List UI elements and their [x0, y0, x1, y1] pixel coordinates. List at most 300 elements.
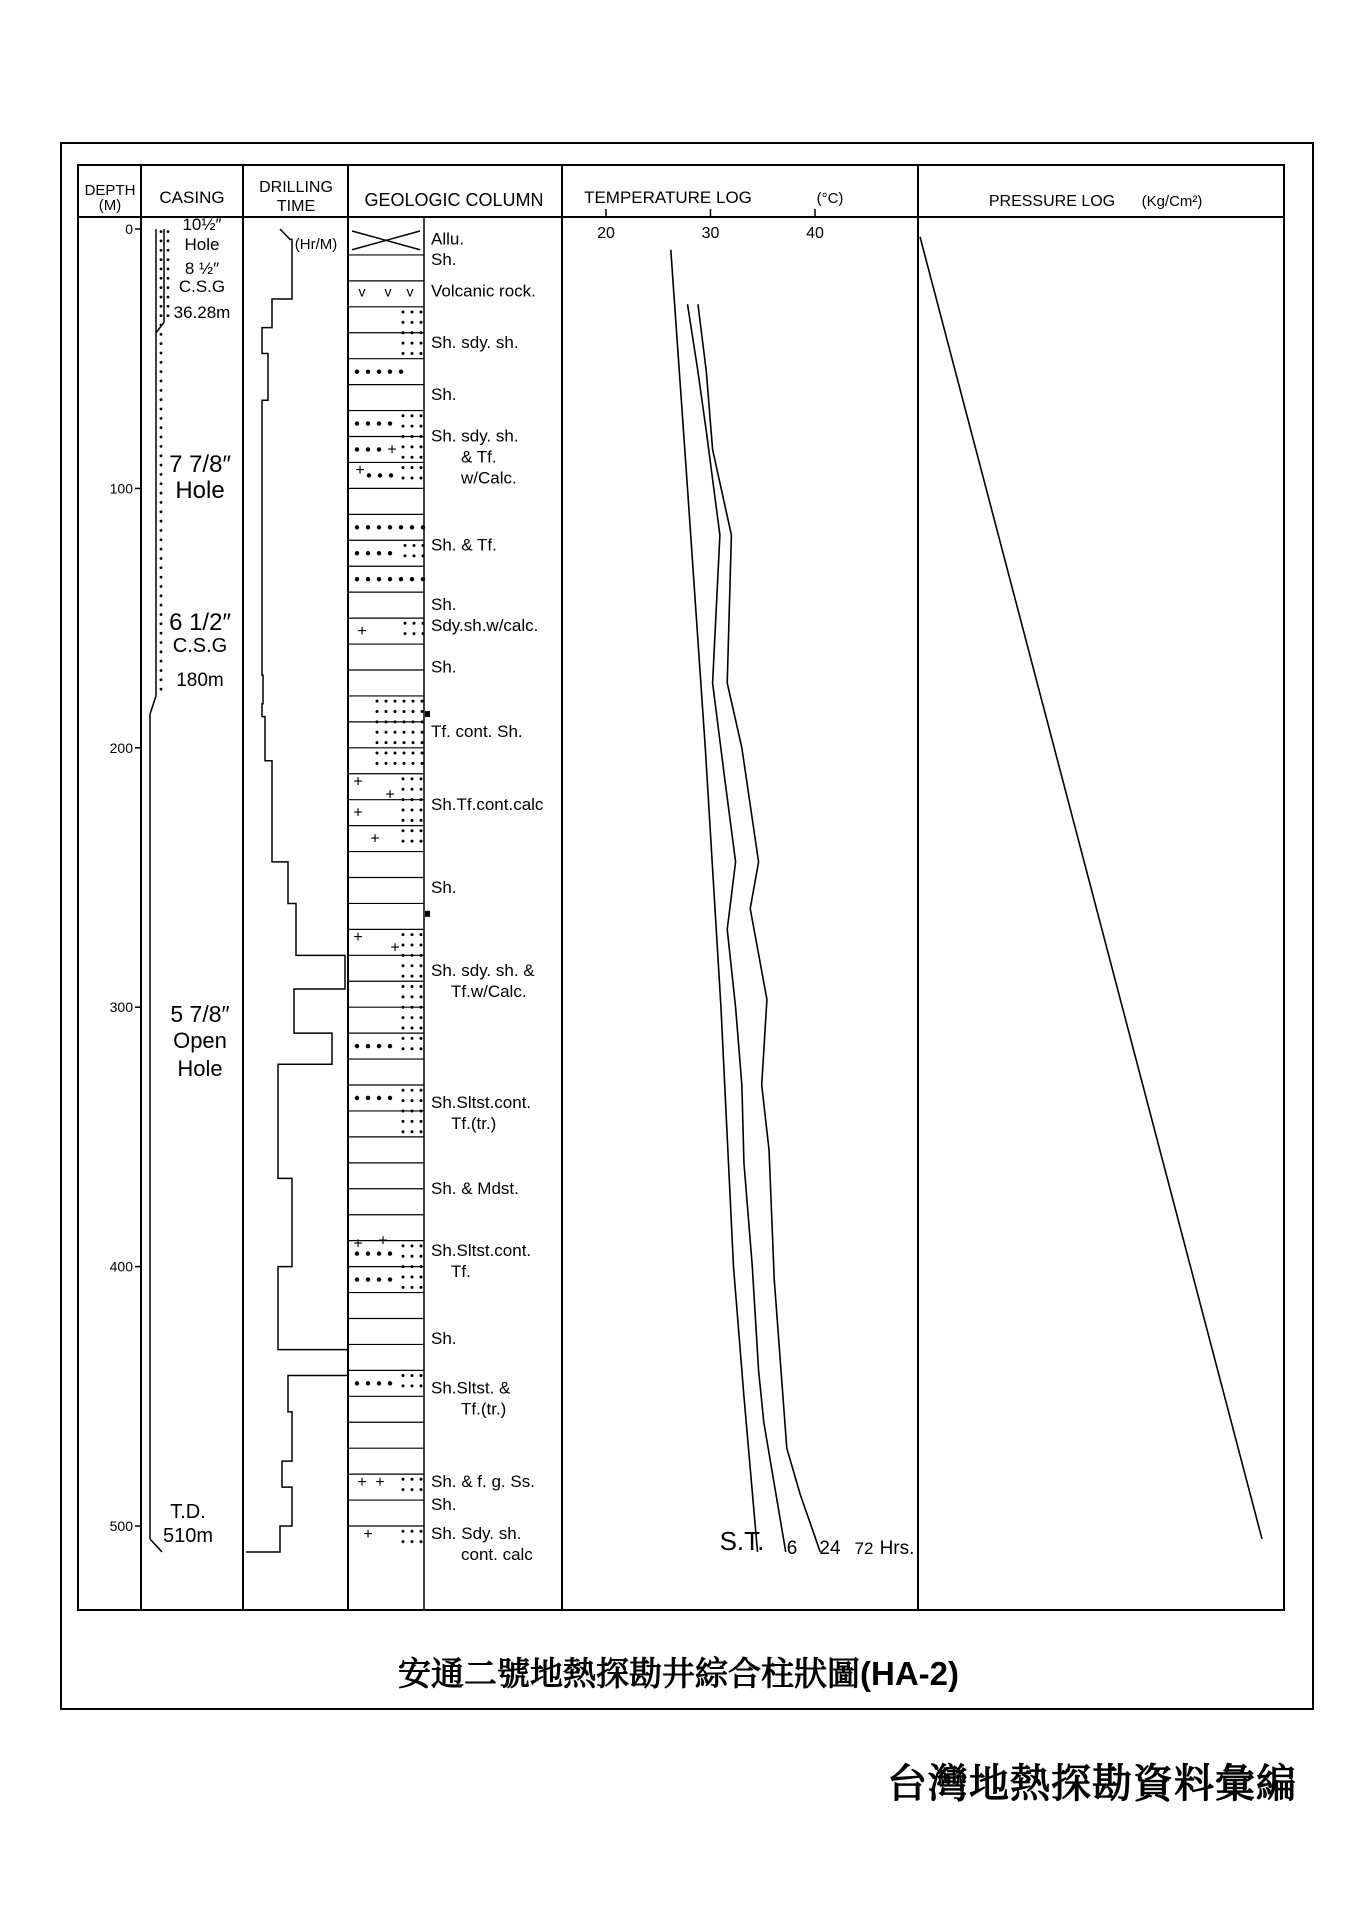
- sandy-shale-dots: [420, 1089, 423, 1092]
- sandy-shale-dots: [411, 445, 414, 448]
- sandy-shale-dots: [420, 456, 423, 459]
- tuff-dots: [420, 809, 423, 812]
- sandy-shale-dots: [402, 1037, 405, 1040]
- sandstone-dot: [366, 1096, 370, 1100]
- sandy-shale-dots: [422, 544, 425, 547]
- tuff-dots: [412, 751, 415, 754]
- sandy-shale-dots: [411, 321, 414, 324]
- sandy-shale-dots: [411, 975, 414, 978]
- sandy-shale-dots: [402, 954, 405, 957]
- cement-dot: [160, 258, 163, 261]
- casing-label: C.S.G: [178, 277, 226, 296]
- sandy-shale-dots: [411, 1275, 414, 1278]
- cement-dot: [167, 305, 170, 308]
- tuff-dots: [421, 751, 424, 754]
- lithology-label: Sh.: [431, 877, 457, 897]
- sandy-shale-dots: [411, 1120, 414, 1123]
- lithology-label: Sh. & f. g. Ss.: [431, 1471, 535, 1491]
- sandy-shale-dots: [411, 1374, 414, 1377]
- tuff-dots: [394, 741, 397, 744]
- sandstone-dot: [366, 1251, 370, 1255]
- sandy-shale-dots: [404, 622, 407, 625]
- volcanic-symbol: v: [358, 283, 366, 300]
- sandstone-dot: [366, 551, 370, 555]
- casing-label: 10½″: [182, 215, 222, 234]
- sandy-shale-dots: [420, 1099, 423, 1102]
- tuff-dots: [421, 731, 424, 734]
- cement-dot: [160, 650, 163, 653]
- sandstone-dot: [388, 1277, 392, 1281]
- cement-dot: [160, 454, 163, 457]
- sandstone-dot: [366, 1044, 370, 1048]
- lithology-label: Sh. sdy. sh.: [431, 426, 519, 446]
- sandy-shale-dots: [402, 1374, 405, 1377]
- sandy-shale-dots: [402, 414, 405, 417]
- curve-label-72h: 72: [854, 1539, 874, 1558]
- sandy-shale-dots: [402, 933, 405, 936]
- sandy-shale-dots: [420, 435, 423, 438]
- temperature-curve-6: [671, 250, 758, 1552]
- tuff-dots: [421, 720, 424, 723]
- sandy-shale-dots: [420, 1286, 423, 1289]
- sandy-shale-dots: [411, 1026, 414, 1029]
- sandy-shale-dots: [420, 1244, 423, 1247]
- tuff-dots: [403, 710, 406, 713]
- cement-dot: [160, 510, 163, 513]
- sandy-shale-dots: [411, 1099, 414, 1102]
- hole-bottom: [150, 1539, 162, 1552]
- cement-dot: [160, 314, 163, 317]
- sandstone-dot: [355, 1096, 359, 1100]
- lithology-label: Tf.: [451, 1262, 471, 1282]
- cement-dot: [160, 492, 163, 495]
- casing-label: Open: [173, 1028, 227, 1053]
- sandy-shale-dots: [420, 964, 423, 967]
- sandy-shale-dots: [420, 1478, 423, 1481]
- lithology-label: cont. calc: [461, 1544, 533, 1564]
- temperature-log-header: TEMPERATURE LOG: [584, 188, 752, 207]
- tuff-dots: [376, 762, 379, 765]
- cement-dot: [160, 520, 163, 523]
- cement-dot: [160, 380, 163, 383]
- temperature-curve-24: [688, 304, 786, 1552]
- curve-label-24h: 24: [819, 1538, 841, 1559]
- sandy-shale-dots: [420, 1530, 423, 1533]
- tuff-dots: [385, 720, 388, 723]
- tuff-dots: [412, 720, 415, 723]
- sandy-shale-dots: [420, 995, 423, 998]
- sandy-shale-dots: [420, 1265, 423, 1268]
- casing-label: Hole: [177, 1056, 223, 1081]
- sandy-shale-dots: [420, 414, 423, 417]
- sandstone-dot: [377, 1251, 381, 1255]
- sandy-shale-dots: [411, 1255, 414, 1258]
- sandstone-dot: [377, 551, 381, 555]
- sandy-shale-dots: [420, 1120, 423, 1123]
- cement-dot: [160, 482, 163, 485]
- sandy-shale-dots: [402, 331, 405, 334]
- sandstone-dot: [366, 1381, 370, 1385]
- sandstone-dot: [355, 421, 359, 425]
- cement-dot: [160, 445, 163, 448]
- sandstone-dot: [355, 1381, 359, 1385]
- cement-dot: [160, 660, 163, 663]
- pressure-log-header: PRESSURE LOG: [988, 193, 1116, 210]
- tuff-dots: [411, 788, 414, 791]
- tuff-dots: [376, 700, 379, 703]
- sandstone-dot: [377, 1044, 381, 1048]
- sandy-shale-dots: [402, 1006, 405, 1009]
- cement-dot: [160, 342, 163, 345]
- sandy-shale-dots: [411, 1478, 414, 1481]
- tuff-dots: [402, 840, 405, 843]
- sandy-shale-dots: [402, 1540, 405, 1543]
- sandy-shale-dots: [411, 933, 414, 936]
- sandy-shale-dots: [420, 1255, 423, 1258]
- sandstone-dot: [355, 1277, 359, 1281]
- tuff-symbol: +: [357, 1473, 367, 1491]
- figure-caption: 安通二號地熱探勘井綜合柱狀圖(HA-2): [398, 1655, 959, 1692]
- sandstone-dot: [366, 369, 370, 373]
- sandstone-dot: [377, 369, 381, 373]
- tuff-dots: [394, 731, 397, 734]
- sandy-shale-dots: [411, 1130, 414, 1133]
- sandy-shale-dots: [411, 1047, 414, 1050]
- cement-dot: [160, 604, 163, 607]
- sandstone-dot: [389, 473, 393, 477]
- casing-label: 6 1/2″: [169, 609, 231, 636]
- sample-marker: [425, 911, 430, 917]
- cement-dot: [167, 268, 170, 271]
- cement-dot: [160, 641, 163, 644]
- tuff-dots: [403, 731, 406, 734]
- depth-unit-header: (M): [98, 197, 122, 214]
- lithology-label: & Tf.: [461, 447, 497, 467]
- lithology-label: w/Calc.: [461, 468, 517, 488]
- depth-tick-label: 0: [125, 221, 133, 237]
- cement-dot: [160, 585, 163, 588]
- sandstone-dot: [388, 525, 392, 529]
- tuff-dots: [412, 731, 415, 734]
- sandstone-dot: [421, 577, 425, 581]
- lithology-label: Sh.Sltst.cont.: [431, 1093, 532, 1113]
- sandstone-dot: [388, 577, 392, 581]
- sandy-shale-dots: [404, 632, 407, 635]
- lithology-label: Sh.: [431, 595, 457, 615]
- lithology-label: Tf. cont. Sh.: [431, 722, 523, 742]
- sandy-shale-dots: [413, 554, 416, 557]
- cement-dot: [167, 249, 170, 252]
- tuff-dots: [421, 741, 424, 744]
- cement-dot: [160, 688, 163, 691]
- tuff-dots: [376, 720, 379, 723]
- sandy-shale-dots: [420, 1488, 423, 1491]
- sandy-shale-dots: [411, 311, 414, 314]
- sandy-shale-dots: [411, 425, 414, 428]
- casing-label: 8 ½″: [184, 259, 220, 278]
- cement-dot: [160, 464, 163, 467]
- cement-dot: [160, 678, 163, 681]
- sandstone-dot: [377, 1277, 381, 1281]
- cement-dot: [167, 240, 170, 243]
- sandy-shale-dots: [402, 985, 405, 988]
- temperature-tick-label: 40: [806, 225, 824, 242]
- cement-dot: [160, 305, 163, 308]
- cement-dot: [160, 576, 163, 579]
- lithology-label: Sh. & Tf.: [431, 535, 497, 555]
- surface-casing-shoe: [156, 322, 164, 332]
- lithology-label: Sh. sdy. sh.: [431, 333, 519, 353]
- sandy-shale-dots: [420, 352, 423, 355]
- sandstone-dot: [377, 1381, 381, 1385]
- cement-dot: [160, 557, 163, 560]
- cement-dot: [160, 352, 163, 355]
- sandy-shale-dots: [422, 554, 425, 557]
- sandstone-dot: [399, 525, 403, 529]
- tuff-dots: [421, 762, 424, 765]
- sandstone-dot: [388, 551, 392, 555]
- sandstone-dot: [388, 369, 392, 373]
- lithology-label: Tf.(tr.): [451, 1114, 497, 1134]
- sandy-shale-dots: [411, 331, 414, 334]
- lithology-label: Sh.: [431, 250, 457, 270]
- casing-label: 7 7/8″: [169, 451, 231, 478]
- sandy-shale-dots: [402, 1047, 405, 1050]
- tuff-symbol: +: [353, 1235, 363, 1253]
- geologic-column-symbols: [348, 231, 430, 1543]
- sandstone-dot: [377, 577, 381, 581]
- tuff-dots: [394, 700, 397, 703]
- tuff-dots: [402, 788, 405, 791]
- sandstone-dot: [355, 447, 359, 451]
- tuff-dots: [376, 731, 379, 734]
- cement-dot: [160, 632, 163, 635]
- tuff-dots: [420, 788, 423, 791]
- sandy-shale-dots: [420, 445, 423, 448]
- cement-dot: [160, 398, 163, 401]
- sandstone-dot: [388, 421, 392, 425]
- cement-dot: [160, 622, 163, 625]
- sandy-shale-dots: [420, 1540, 423, 1543]
- sandy-shale-dots: [402, 1026, 405, 1029]
- tuff-symbol: +: [370, 830, 380, 848]
- sandy-shale-dots: [411, 1540, 414, 1543]
- sandy-shale-dots: [411, 466, 414, 469]
- sandstone-dot: [366, 1277, 370, 1281]
- tuff-symbol: +: [378, 1232, 388, 1250]
- sandstone-dot: [388, 1251, 392, 1255]
- sandstone-dot: [421, 525, 425, 529]
- tuff-dots: [411, 777, 414, 780]
- sandy-shale-dots: [420, 1275, 423, 1278]
- tuff-symbol: +: [355, 462, 365, 480]
- sandstone-dot: [366, 421, 370, 425]
- sandy-shale-dots: [420, 1130, 423, 1133]
- tuff-symbol: +: [363, 1525, 373, 1543]
- tuff-dots: [402, 809, 405, 812]
- cement-dot: [160, 370, 163, 373]
- sandy-shale-dots: [411, 1286, 414, 1289]
- sandy-shale-dots: [402, 995, 405, 998]
- sandy-shale-dots: [413, 622, 416, 625]
- sandy-shale-dots: [402, 477, 405, 480]
- sandstone-dot: [355, 551, 359, 555]
- sample-marker: [425, 711, 430, 717]
- tuff-symbol: +: [353, 929, 363, 947]
- cement-dot: [160, 594, 163, 597]
- pressure-unit: (Kg/Cm²): [1141, 193, 1203, 210]
- cement-dot: [160, 389, 163, 392]
- sandy-shale-dots: [420, 1109, 423, 1112]
- cement-dot: [160, 240, 163, 243]
- log-table-border: [78, 165, 1284, 1610]
- lithology-label: Sh.: [431, 657, 457, 677]
- tuff-dots: [394, 762, 397, 765]
- tuff-dots: [402, 798, 405, 801]
- sandstone-dot: [377, 1096, 381, 1100]
- sandy-shale-dots: [420, 943, 423, 946]
- sandy-shale-dots: [420, 933, 423, 936]
- cement-dot: [160, 230, 163, 233]
- tuff-dots: [376, 751, 379, 754]
- tuff-dots: [376, 741, 379, 744]
- temperature-unit: (°C): [816, 190, 844, 207]
- cement-dot: [160, 426, 163, 429]
- sandy-shale-dots: [420, 466, 423, 469]
- sandy-shale-dots: [411, 1530, 414, 1533]
- tuff-dots: [412, 762, 415, 765]
- tuff-dots: [420, 798, 423, 801]
- sandy-shale-dots: [420, 425, 423, 428]
- lithology-label: Volcanic rock.: [431, 281, 536, 301]
- drilling-time-header: DRILLING: [259, 179, 333, 196]
- tuff-dots: [402, 819, 405, 822]
- tuff-dots: [385, 700, 388, 703]
- tuff-dots: [411, 798, 414, 801]
- lithology-label: Tf.w/Calc.: [451, 981, 527, 1001]
- sandstone-dot: [410, 577, 414, 581]
- lithology-label: Tf.(tr.): [461, 1399, 507, 1419]
- tuff-dots: [412, 710, 415, 713]
- depth-tick-label: 500: [109, 1518, 133, 1534]
- cement-dot: [160, 566, 163, 569]
- depth-tick-label: 300: [109, 999, 133, 1016]
- cement-dot: [160, 286, 163, 289]
- sandy-shale-dots: [402, 1089, 405, 1092]
- sandy-shale-dots: [411, 435, 414, 438]
- casing-label: Hole: [184, 235, 220, 254]
- sandy-shale-dots: [411, 1265, 414, 1268]
- sandy-shale-dots: [402, 1488, 405, 1491]
- tuff-dots: [385, 731, 388, 734]
- cement-dot: [160, 417, 163, 420]
- sandy-shale-dots: [411, 1109, 414, 1112]
- casing-wall-step: [150, 696, 156, 714]
- cement-dot: [160, 548, 163, 551]
- sandstone-dot: [377, 447, 381, 451]
- sandy-shale-dots: [402, 943, 405, 946]
- sandstone-dot: [355, 525, 359, 529]
- cement-dot: [160, 538, 163, 541]
- tuff-dots: [412, 741, 415, 744]
- cement-dot: [160, 296, 163, 299]
- tuff-dots: [385, 762, 388, 765]
- cement-dot: [160, 249, 163, 252]
- tuff-dots: [385, 741, 388, 744]
- volcanic-symbol: v: [406, 283, 414, 300]
- sandy-shale-dots: [402, 1016, 405, 1019]
- tuff-dots: [411, 819, 414, 822]
- tuff-dots: [403, 720, 406, 723]
- sandy-shale-dots: [420, 321, 423, 324]
- lithology-label: Sh.: [431, 385, 457, 405]
- sandy-shale-dots: [411, 954, 414, 957]
- sandstone-dot: [367, 473, 371, 477]
- sandy-shale-dots: [411, 477, 414, 480]
- sandstone-dot: [355, 577, 359, 581]
- lithology-label: Sh.Tf.cont.calc: [431, 794, 544, 814]
- lithology-label: Sdy.sh.w/calc.: [431, 615, 539, 635]
- sandy-shale-dots: [420, 975, 423, 978]
- cement-dot: [167, 314, 170, 317]
- sandy-shale-dots: [402, 1286, 405, 1289]
- sandy-shale-dots: [413, 632, 416, 635]
- sandy-shale-dots: [411, 1016, 414, 1019]
- sandy-shale-dots: [402, 1130, 405, 1133]
- tuff-dots: [411, 809, 414, 812]
- tuff-symbol: +: [353, 773, 363, 791]
- tuff-dots: [421, 710, 424, 713]
- tuff-dots: [420, 819, 423, 822]
- casing-label: C.S.G: [172, 635, 228, 657]
- sandy-shale-dots: [402, 1099, 405, 1102]
- sandy-shale-dots: [402, 445, 405, 448]
- sandy-shale-dots: [420, 1047, 423, 1050]
- cement-dot: [160, 324, 163, 327]
- casing-header: CASING: [159, 188, 225, 207]
- tuff-symbol: +: [353, 804, 363, 822]
- tuff-dots: [402, 777, 405, 780]
- sandy-shale-dots: [411, 1006, 414, 1009]
- sandstone-dot: [388, 1381, 392, 1385]
- sandy-shale-dots: [420, 1006, 423, 1009]
- tuff-dots: [394, 751, 397, 754]
- tuff-dots: [420, 829, 423, 832]
- sandstone-dot: [399, 577, 403, 581]
- tuff-dots: [403, 741, 406, 744]
- cement-dot: [160, 361, 163, 364]
- sandy-shale-dots: [402, 342, 405, 345]
- tuff-dots: [412, 700, 415, 703]
- sandy-shale-dots: [402, 352, 405, 355]
- sandstone-dot: [399, 369, 403, 373]
- sandy-shale-dots: [420, 1374, 423, 1377]
- sandy-shale-dots: [411, 352, 414, 355]
- temperature-tick-label: 30: [701, 225, 720, 242]
- tuff-dots: [420, 840, 423, 843]
- casing-label: Hole: [175, 477, 225, 504]
- sandy-shale-dots: [420, 311, 423, 314]
- sandy-shale-dots: [411, 1384, 414, 1387]
- tuff-dots: [411, 829, 414, 832]
- sandy-shale-dots: [402, 466, 405, 469]
- cement-dot: [167, 277, 170, 280]
- pressure-curve: [920, 237, 1262, 1539]
- sandstone-dot: [388, 1044, 392, 1048]
- sandy-shale-dots: [402, 1244, 405, 1247]
- cement-dot: [167, 296, 170, 299]
- depth-tick-label: 200: [109, 739, 133, 756]
